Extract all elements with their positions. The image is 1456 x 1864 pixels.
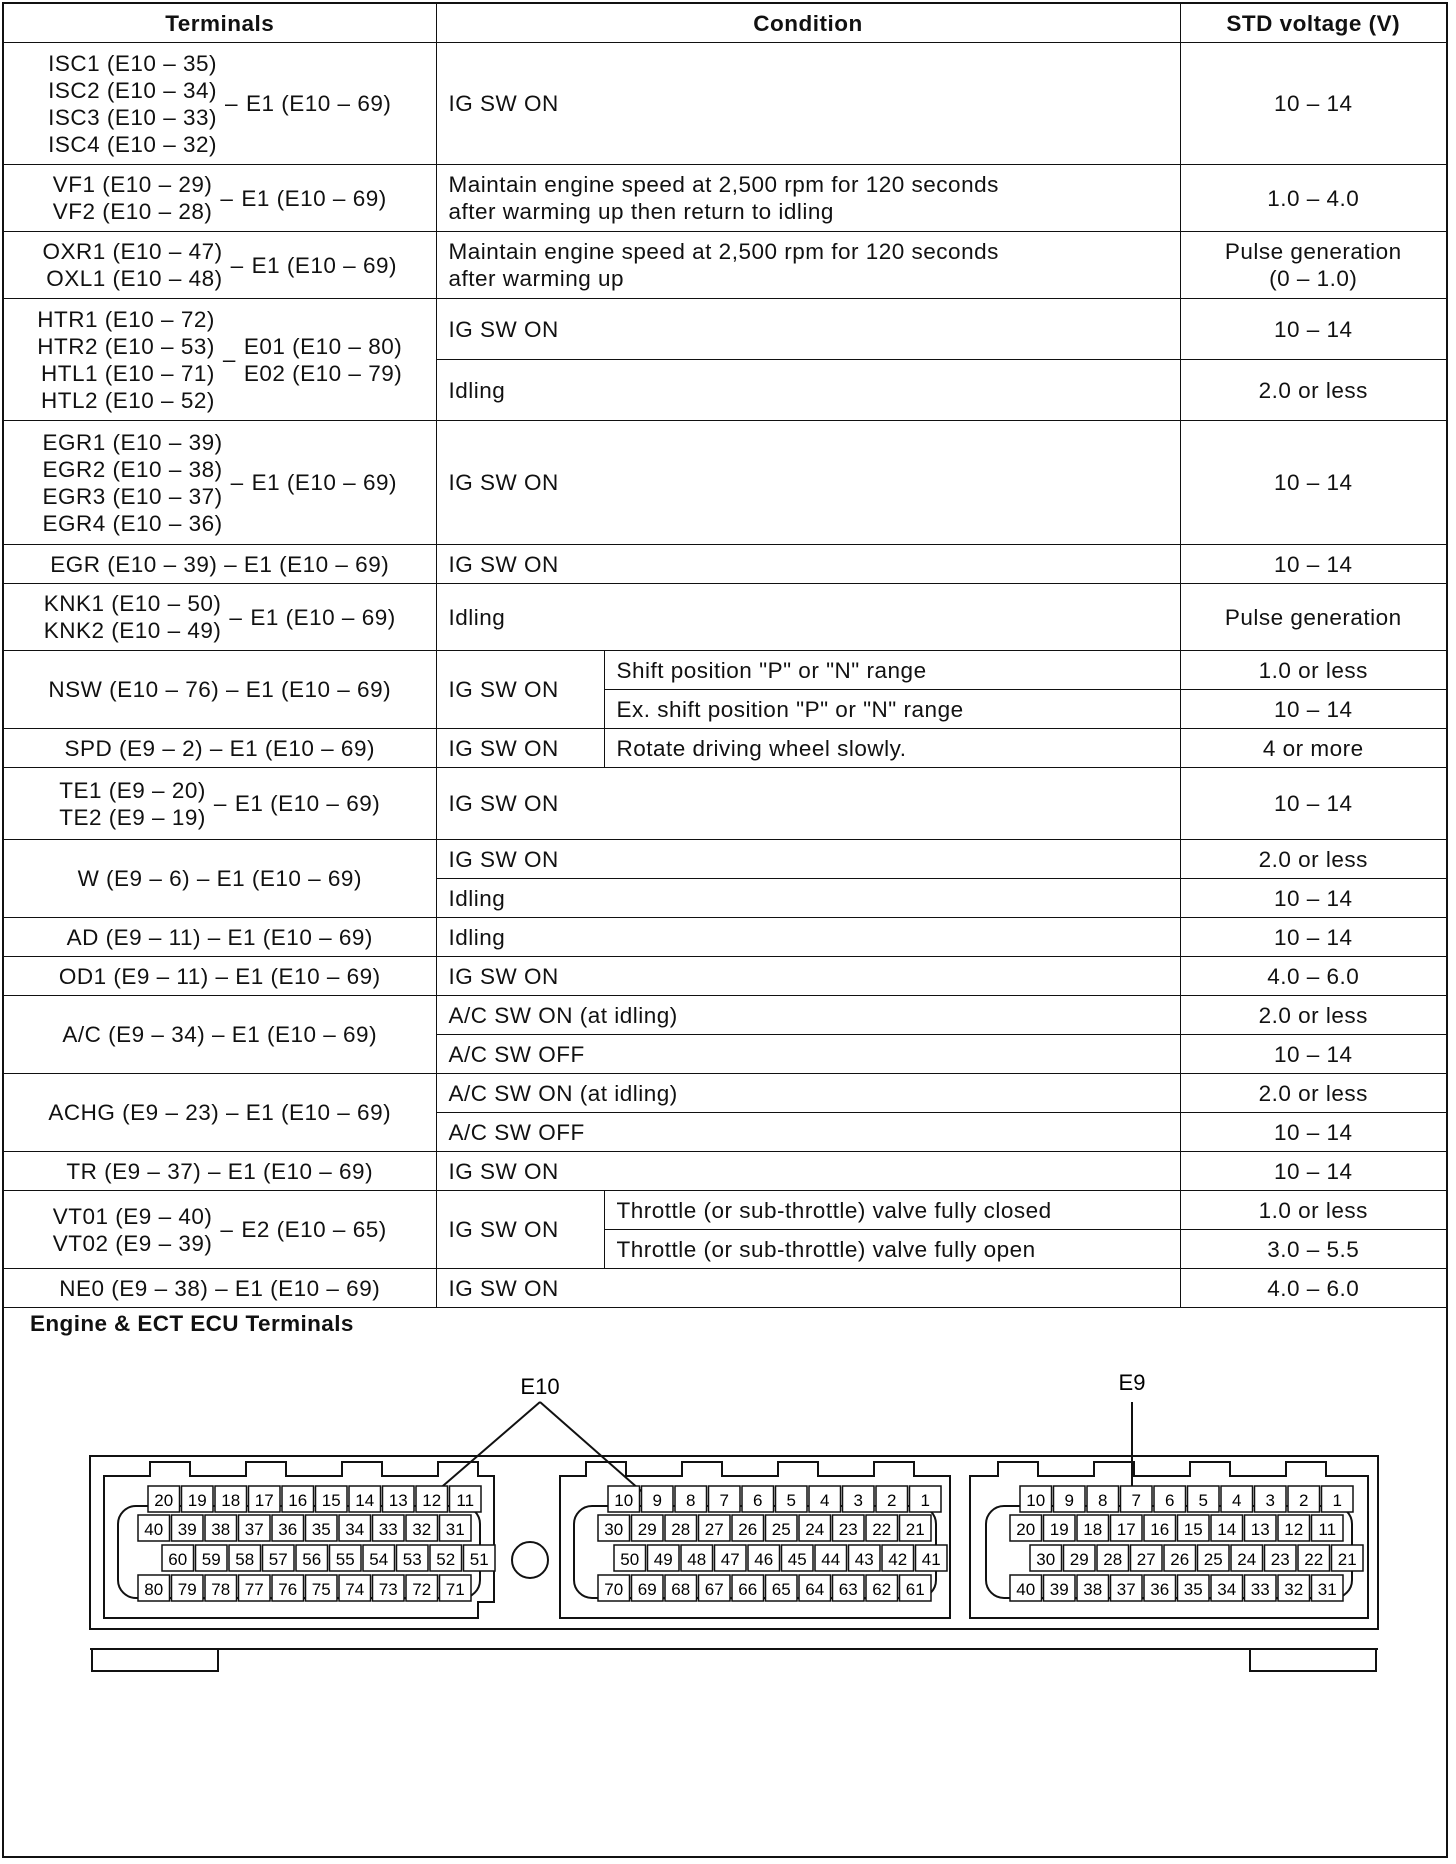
pin-number: 42 [888, 1550, 908, 1569]
pin-number: 53 [402, 1550, 422, 1569]
pin-number: 76 [278, 1580, 298, 1599]
pin-number: 32 [1284, 1580, 1304, 1599]
pin-number: 37 [244, 1520, 264, 1539]
pin-number: 5 [1198, 1491, 1208, 1510]
pin-number: 25 [1203, 1550, 1223, 1569]
subcondition-cell: Rotate driving wheel slowly. [604, 729, 1180, 768]
terminal-cell: ACHG (E9 – 23) – E1 (E10 – 69) [4, 1074, 436, 1152]
ecu-foot-left [92, 1649, 218, 1671]
ecu-connector-diagram [4, 1344, 1446, 1764]
voltage-cell: 2.0 or less [1180, 1074, 1446, 1113]
pin-number: 29 [1069, 1550, 1089, 1569]
pin-number: 1 [920, 1491, 930, 1510]
condition-cell: IG SW ON [436, 840, 1180, 879]
pin-number: 68 [671, 1580, 691, 1599]
pin-number: 21 [1337, 1550, 1357, 1569]
pin-number: 24 [1237, 1550, 1257, 1569]
pin-number: 39 [1049, 1580, 1069, 1599]
pin-number: 14 [1217, 1520, 1237, 1539]
condition-cell: IG SW ON [436, 43, 1180, 165]
pin-number: 47 [720, 1550, 740, 1569]
voltage-cell: 10 – 14 [1180, 545, 1446, 584]
pin-number: 12 [1284, 1520, 1304, 1539]
pin-number: 35 [1183, 1580, 1203, 1599]
diagram-title: Engine & ECT ECU Terminals [30, 1311, 354, 1336]
pin-number: 19 [1049, 1520, 1069, 1539]
subcondition-cell: Throttle (or sub-throttle) valve fully closed [604, 1191, 1180, 1230]
condition-cell: IG SW ON [436, 768, 1180, 840]
pin-number: 79 [177, 1580, 197, 1599]
pin-number: 4 [1232, 1491, 1242, 1510]
voltage-cell: 10 – 14 [1180, 918, 1446, 957]
pin-number: 36 [278, 1520, 298, 1539]
ecu-housing-outline [90, 1456, 1378, 1629]
pin-number: 43 [854, 1550, 874, 1569]
voltage-cell: 4 or more [1180, 729, 1446, 768]
pin-number: 29 [637, 1520, 657, 1539]
terminal-cell: AD (E9 – 11) – E1 (E10 – 69) [4, 918, 436, 957]
pin-number: 8 [686, 1491, 696, 1510]
pin-number: 7 [1131, 1491, 1141, 1510]
voltage-cell: 1.0 – 4.0 [1180, 165, 1446, 232]
pin-number: 21 [905, 1520, 925, 1539]
condition-cell: IG SW ON [436, 299, 1180, 360]
pin-number: 39 [177, 1520, 197, 1539]
table-header-row [4, 4, 1446, 43]
pin-number: 20 [1016, 1520, 1036, 1539]
pin-number: 25 [771, 1520, 791, 1539]
pin-number: 59 [201, 1550, 221, 1569]
terminal-cell: EGR (E10 – 39) – E1 (E10 – 69) [4, 545, 436, 584]
voltage-cell: 10 – 14 [1180, 43, 1446, 165]
pin-number: 60 [168, 1550, 188, 1569]
mounting-hole [512, 1542, 548, 1578]
pin-number: 9 [652, 1491, 662, 1510]
terminal-cell: EGR1 (E10 – 39) EGR2 (E10 – 38) EGR3 (E10 – 37) EGR4 (E10 – 36) – E1 (E10 – 69) [4, 421, 436, 545]
voltage-cell: 10 – 14 [1180, 1152, 1446, 1191]
pin-number: 78 [211, 1580, 231, 1599]
pin-number: 77 [244, 1580, 264, 1599]
pin-number: 2 [887, 1491, 897, 1510]
pin-number: 44 [821, 1550, 841, 1569]
pin-number: 27 [704, 1520, 724, 1539]
pin-number: 20 [154, 1491, 174, 1510]
condition-cell: IG SW ON [436, 1191, 604, 1269]
pin-grid [138, 1486, 1363, 1601]
table-row-od1 [4, 957, 1446, 996]
label-e10: E10 [520, 1374, 560, 1399]
pin-number: 26 [738, 1520, 758, 1539]
pin-number: 40 [1016, 1580, 1036, 1599]
pin-number: 16 [1150, 1520, 1170, 1539]
terminal-cell: VF1 (E10 – 29) VF2 (E10 – 28) – E1 (E10 – 69) [4, 165, 436, 232]
condition-cell: A/C SW ON (at idling) [436, 1074, 1180, 1113]
pin-number: 52 [436, 1550, 456, 1569]
pin-number: 15 [1183, 1520, 1203, 1539]
subcondition-cell: Shift position "P" or "N" range [604, 651, 1180, 690]
pin-number: 58 [235, 1550, 255, 1569]
header-std-voltage: STD voltage (V) [1180, 4, 1446, 43]
pin-number: 1 [1332, 1491, 1342, 1510]
ecu-terminal-voltage-table [4, 4, 1446, 1308]
pin-number: 71 [445, 1580, 465, 1599]
pin-number: 3 [1265, 1491, 1275, 1510]
pin-number: 10 [614, 1491, 634, 1510]
condition-cell: Maintain engine speed at 2,500 rpm for 120 seconds after warming up then return to idling [436, 165, 1180, 232]
condition-cell: A/C SW OFF [436, 1113, 1180, 1152]
pin-number: 30 [604, 1520, 624, 1539]
pin-number: 6 [1165, 1491, 1175, 1510]
pin-number: 70 [604, 1580, 624, 1599]
pin-number: 34 [345, 1520, 365, 1539]
pin-number: 28 [1103, 1550, 1123, 1569]
table-row-ad [4, 918, 1446, 957]
pin-number: 31 [445, 1520, 465, 1539]
table-row-w [4, 840, 1446, 879]
voltage-cell: 10 – 14 [1180, 299, 1446, 360]
pin-number: 38 [211, 1520, 231, 1539]
pin-number: 17 [254, 1491, 274, 1510]
condition-cell: Idling [436, 879, 1180, 918]
table-row-ac [4, 996, 1446, 1035]
pin-number: 26 [1170, 1550, 1190, 1569]
pin-number: 67 [704, 1580, 724, 1599]
voltage-cell: 2.0 or less [1180, 360, 1446, 421]
label-e9: E9 [1118, 1370, 1146, 1395]
pin-number: 54 [369, 1550, 389, 1569]
terminal-cell: A/C (E9 – 34) – E1 (E10 – 69) [4, 996, 436, 1074]
terminal-cell: TE1 (E9 – 20) TE2 (E9 – 19) – E1 (E10 – 69) [4, 768, 436, 840]
pin-number: 22 [1304, 1550, 1324, 1569]
pin-number: 22 [872, 1520, 892, 1539]
pin-number: 64 [805, 1580, 825, 1599]
subcondition-cell: Ex. shift position "P" or "N" range [604, 690, 1180, 729]
voltage-cell: Pulse generation [1180, 584, 1446, 651]
pin-number: 10 [1026, 1491, 1046, 1510]
pin-number: 30 [1036, 1550, 1056, 1569]
voltage-cell: Pulse generation (0 – 1.0) [1180, 232, 1446, 299]
pin-number: 72 [412, 1580, 432, 1599]
condition-cell: Idling [436, 584, 1180, 651]
terminal-cell: W (E9 – 6) – E1 (E10 – 69) [4, 840, 436, 918]
pin-number: 8 [1098, 1491, 1108, 1510]
terminal-cell: OXR1 (E10 – 47) OXL1 (E10 – 48) – E1 (E10 – 69) [4, 232, 436, 299]
terminal-cell: ISC1 (E10 – 35) ISC2 (E10 – 34) ISC3 (E10 – 33) ISC4 (E10 – 32) – E1 (E10 – 69) [4, 43, 436, 165]
table-row-egr-group [4, 421, 1446, 545]
voltage-cell: 4.0 – 6.0 [1180, 957, 1446, 996]
pin-number: 69 [637, 1580, 657, 1599]
pin-number: 24 [805, 1520, 825, 1539]
condition-cell: Idling [436, 918, 1180, 957]
pin-number: 66 [738, 1580, 758, 1599]
pin-number: 2 [1299, 1491, 1309, 1510]
pin-number: 33 [1250, 1580, 1270, 1599]
table-row-vt [4, 1191, 1446, 1230]
terminal-cell: VT01 (E9 – 40) VT02 (E9 – 39) – E2 (E10 – 65) [4, 1191, 436, 1269]
pin-number: 55 [335, 1550, 355, 1569]
voltage-cell: 2.0 or less [1180, 996, 1446, 1035]
pin-number: 19 [187, 1491, 207, 1510]
condition-cell: Maintain engine speed at 2,500 rpm for 120 seconds after warming up [436, 232, 1180, 299]
pin-number: 49 [653, 1550, 673, 1569]
pin-number: 7 [719, 1491, 729, 1510]
pin-number: 65 [771, 1580, 791, 1599]
table-row-tr [4, 1152, 1446, 1191]
pin-number: 13 [1250, 1520, 1270, 1539]
pin-number: 33 [378, 1520, 398, 1539]
pin-number: 13 [388, 1491, 408, 1510]
pin-number: 28 [671, 1520, 691, 1539]
pin-number: 45 [787, 1550, 807, 1569]
pin-number: 31 [1317, 1580, 1337, 1599]
ecu-foot-right [1250, 1649, 1376, 1671]
pin-number: 37 [1116, 1580, 1136, 1599]
pin-number: 23 [838, 1520, 858, 1539]
pin-number: 40 [144, 1520, 164, 1539]
pin-number: 14 [355, 1491, 375, 1510]
terminal-cell: KNK1 (E10 – 50) KNK2 (E10 – 49) – E1 (E10 – 69) [4, 584, 436, 651]
table-row-achg [4, 1074, 1446, 1113]
pin-number: 18 [221, 1491, 241, 1510]
pin-number: 46 [754, 1550, 774, 1569]
pin-number: 57 [268, 1550, 288, 1569]
terminal-cell: TR (E9 – 37) – E1 (E10 – 69) [4, 1152, 436, 1191]
table-row-egr [4, 545, 1446, 584]
condition-cell: IG SW ON [436, 957, 1180, 996]
terminal-cell: NSW (E10 – 76) – E1 (E10 – 69) [4, 651, 436, 729]
condition-cell: IG SW ON [436, 651, 604, 729]
pin-number: 4 [820, 1491, 830, 1510]
condition-cell: IG SW ON [436, 545, 1180, 584]
condition-cell: A/C SW ON (at idling) [436, 996, 1180, 1035]
pin-number: 73 [378, 1580, 398, 1599]
voltage-cell: 4.0 – 6.0 [1180, 1269, 1446, 1308]
voltage-cell: 10 – 14 [1180, 879, 1446, 918]
table-row-nsw [4, 651, 1446, 690]
terminal-cell: SPD (E9 – 2) – E1 (E10 – 69) [4, 729, 436, 768]
pin-number: 56 [302, 1550, 322, 1569]
pin-number: 41 [921, 1550, 941, 1569]
voltage-cell: 10 – 14 [1180, 421, 1446, 545]
condition-cell: IG SW ON [436, 1152, 1180, 1191]
condition-cell: IG SW ON [436, 421, 1180, 545]
pin-number: 36 [1150, 1580, 1170, 1599]
table-row-knock [4, 584, 1446, 651]
voltage-cell: 10 – 14 [1180, 1035, 1446, 1074]
voltage-cell: 10 – 14 [1180, 768, 1446, 840]
pin-number: 16 [288, 1491, 308, 1510]
pin-number: 27 [1136, 1550, 1156, 1569]
voltage-cell: 3.0 – 5.5 [1180, 1230, 1446, 1269]
pin-number: 12 [422, 1491, 442, 1510]
terminal-cell: OD1 (E9 – 11) – E1 (E10 – 69) [4, 957, 436, 996]
pin-number: 15 [321, 1491, 341, 1510]
terminal-cell: NE0 (E9 – 38) – E1 (E10 – 69) [4, 1269, 436, 1308]
pin-number: 50 [620, 1550, 640, 1569]
pin-number: 32 [412, 1520, 432, 1539]
pin-number: 62 [872, 1580, 892, 1599]
voltage-cell: 2.0 or less [1180, 840, 1446, 879]
terminal-cell: HTR1 (E10 – 72) HTR2 (E10 – 53) HTL1 (E10 – 71) HTL2 (E10 – 52) – E01 (E10 – 80) E02 (E10 – 79) [4, 299, 436, 421]
pin-number: 80 [144, 1580, 164, 1599]
voltage-cell: 1.0 or less [1180, 1191, 1446, 1230]
table-row-vf [4, 165, 1446, 232]
pin-number: 34 [1217, 1580, 1237, 1599]
pin-number: 5 [786, 1491, 796, 1510]
pin-number: 17 [1116, 1520, 1136, 1539]
pin-number: 51 [469, 1550, 489, 1569]
voltage-cell: 10 – 14 [1180, 690, 1446, 729]
pin-number: 74 [345, 1580, 365, 1599]
header-terminals: Terminals [4, 4, 436, 43]
table-row-heater [4, 299, 1446, 360]
pin-number: 75 [311, 1580, 331, 1599]
condition-cell: IG SW ON [436, 1269, 1180, 1308]
pin-number: 63 [838, 1580, 858, 1599]
pin-number: 9 [1064, 1491, 1074, 1510]
voltage-cell: 1.0 or less [1180, 651, 1446, 690]
pin-number: 35 [311, 1520, 331, 1539]
pin-number: 18 [1083, 1520, 1103, 1539]
document-page [2, 2, 1448, 1858]
table-row-ne0 [4, 1269, 1446, 1308]
pin-number: 11 [456, 1491, 475, 1510]
condition-cell: Idling [436, 360, 1180, 421]
pin-number: 23 [1270, 1550, 1290, 1569]
voltage-cell: 10 – 14 [1180, 1113, 1446, 1152]
pin-number: 38 [1083, 1580, 1103, 1599]
table-row-spd [4, 729, 1446, 768]
header-condition: Condition [436, 4, 1180, 43]
table-row-te [4, 768, 1446, 840]
condition-cell: IG SW ON [436, 729, 604, 768]
table-row-oxygen-sensor [4, 232, 1446, 299]
pin-number: 6 [753, 1491, 763, 1510]
subcondition-cell: Throttle (or sub-throttle) valve fully open [604, 1230, 1180, 1269]
pin-number: 61 [905, 1580, 925, 1599]
table-row-isc [4, 43, 1446, 165]
pin-number: 48 [687, 1550, 707, 1569]
pin-number: 11 [1318, 1520, 1337, 1539]
condition-cell: A/C SW OFF [436, 1035, 1180, 1074]
pin-number: 3 [853, 1491, 863, 1510]
